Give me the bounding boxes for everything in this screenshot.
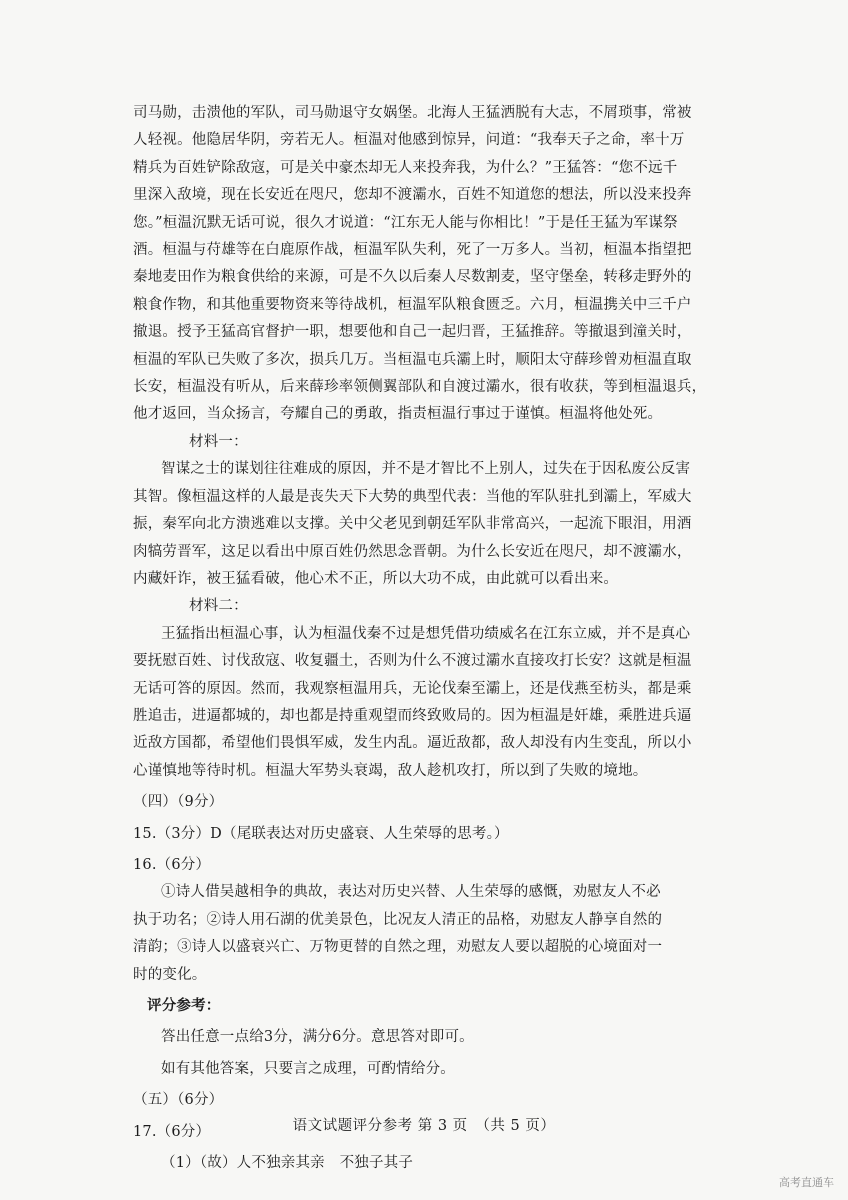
text-line: 执于功名；②诗人用石湖的优美景色，比况友人清正的品格，劝慰友人静享自然的 — [133, 911, 663, 928]
question-16-heading: 16.（6分） — [133, 856, 211, 873]
text-line: 振，秦军向北方溃逃难以支撑。关中父老见到朝廷军队非常高兴，一起流下眼泪，用酒 — [133, 516, 692, 533]
text-line: 精兵为百姓铲除敌寇，可是关中豪杰却无人来投奔我，为什么？”王猛答：“您不远千 — [133, 159, 678, 176]
page-content — [133, 100, 725, 1177]
passage-translation — [133, 100, 725, 429]
page-footer: 语文试题评分参考 第 3 页 （共 5 页） — [292, 1118, 556, 1134]
text-line: 他才返回，当众扬言，夸耀自己的勇敢，指责桓温行事过于谨慎。桓温将他处死。 — [133, 406, 663, 423]
text-line: 无话可答的原因。然而，我观察桓温用兵，无论伐秦至灞上，还是伐燕至枋头，都是乘 — [133, 680, 692, 697]
text-line: 桓温的军队已失败了多次，损兵几万。当桓温屯兵灞上时，顺阳太守薛珍曾劝桓温直取 — [133, 351, 692, 368]
text-line: 酒。桓温与苻雄等在白鹿原作战，桓温军队失利，死了一万多人。当初，桓温本指望把 — [133, 242, 692, 259]
scoring-reference-title: 评分参考： — [147, 998, 221, 1014]
text-line: 您。”桓温沉默无话可说，很久才说道：“江东无人能与你相比！”于是任王猛为军谋祭 — [133, 214, 678, 231]
text-line: 要抚慰百姓、讨伐敌寇、收复疆土，否则为什么不渡过灞水直接攻打长安？这就是桓温 — [133, 653, 692, 670]
material-two-label: 材料二： — [189, 598, 248, 615]
text-line: 司马勋，击溃他的军队，司马勋退守女娲堡。北海人王猛洒脱有大志，不屑琐事，常被 — [133, 105, 692, 121]
watermark-logo: 高考直通车 — [779, 1176, 834, 1189]
text-line: 心谨慎地等待时机。桓温大军势头衰竭，敌人趁机攻打，所以到了失败的境地。 — [133, 762, 648, 779]
text-line: 肉犒劳晋军，这足以看出中原百姓仍然思念晋朝。为什么长安近在咫尺，却不渡灞水， — [133, 543, 692, 560]
text-line: 近敌方国都，希望他们畏惧军威，发生内乱。逼近敌都，敌人却没有内生变乱，所以小 — [133, 735, 692, 752]
scoring-rule: 答出任意一点给3分，满分6分。意思答对即可。 — [161, 1029, 474, 1046]
text-line: 人轻视。他隐居华阴，旁若无人。桓温对他感到惊异，问道：“我奉天子之命，率十万 — [133, 132, 685, 149]
text-line: 粮食作物，和其他重要物资来等待战机，桓温军队粮食匮乏。六月，桓温携关中三千户 — [133, 296, 692, 313]
question-17-part-1: （1）（故）人不独亲其亲 不独子其子 — [161, 1155, 414, 1172]
question-17-heading: 17.（6分） — [133, 1123, 211, 1140]
text-line: 里深入敌境，现在长安近在咫尺，您却不渡灞水，百姓不知道您的想法，所以没来投奔 — [133, 187, 692, 204]
material-two-text — [133, 621, 725, 785]
section-four-heading: （四）（9分） — [133, 794, 224, 811]
text-line: 王猛指出桓温心事，认为桓温伐秦不过是想凭借功绩威名在江东立威，并不是真心 — [161, 625, 691, 642]
text-line: 长安，桓温没有听从，后来薛珍率领侧翼部队和自渡过灞水，很有收获，等到桓温退兵， — [133, 379, 707, 396]
question-15-answer: 15.（3分）D（尾联表达对历史盛衰、人生荣辱的思考。） — [133, 825, 509, 842]
material-one-label: 材料一： — [189, 433, 248, 450]
question-16-answer — [133, 879, 725, 989]
text-line: 秦地麦田作为粮食供给的来源，可是不久以后秦人尽数割麦，坚守堡垒，转移走野外的 — [133, 269, 692, 286]
text-line: 撤退。授予王猛高官督护一职，想要他和自己一起归晋，王猛推辞。等撤退到潼关时， — [133, 324, 692, 341]
text-line: ①诗人借吴越相争的典故，表达对历史兴替、人生荣辱的感慨，劝慰友人不必 — [161, 884, 661, 901]
text-line: 清韵；③诗人以盛衰兴亡、万物更替的自然之理，劝慰友人要以超脱的心境面对一 — [133, 939, 663, 956]
section-five-heading: （五）（6分） — [133, 1092, 224, 1109]
text-line: 胜追击，进逼都城的，却也都是持重观望而终致败局的。因为桓温是奸雄，乘胜进兵逼 — [133, 707, 692, 724]
text-line: 内藏奸诈，被王猛看破，他心术不正，所以大功不成，由此就可以看出来。 — [133, 570, 619, 587]
text-line: 智谋之士的谋划往往难成的原因，并不是才智比不上别人，过失在于因私废公反害 — [161, 461, 691, 478]
scoring-rule: 如有其他答案，只要言之成理，可酌情给分。 — [161, 1060, 455, 1077]
text-line: 时的变化。 — [133, 966, 207, 983]
material-one-text — [133, 456, 725, 593]
text-line: 其智。像桓温这样的人最是丧失天下大势的典型代表：当他的军队驻扎到灞上，军威大 — [133, 488, 692, 505]
